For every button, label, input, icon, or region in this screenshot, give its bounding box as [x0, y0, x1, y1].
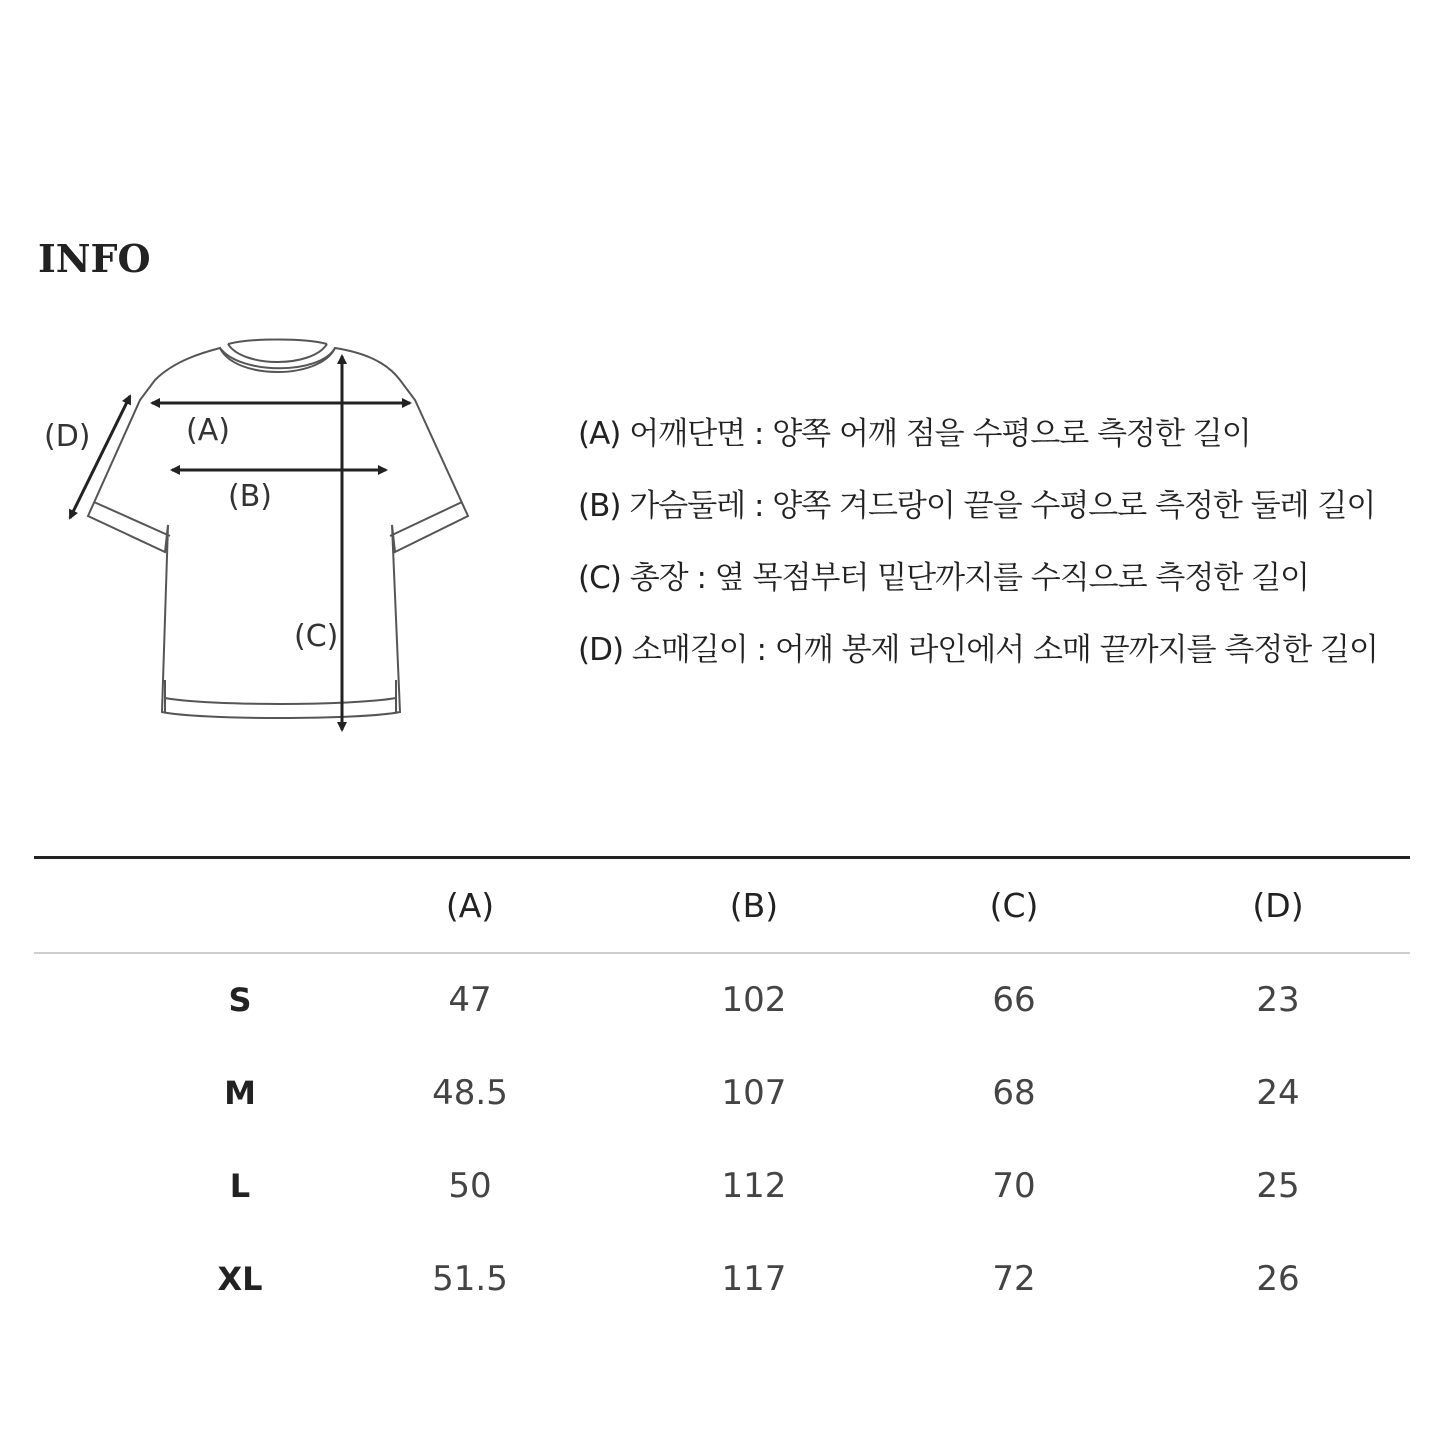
value-a: 51.5 [432, 1259, 508, 1299]
tshirt-outline [88, 340, 468, 719]
table-row [34, 1047, 1410, 1140]
measure-b-label: (B) [228, 479, 272, 514]
size-label: L [229, 1167, 251, 1205]
measurement-legend [578, 408, 1438, 696]
size-table [34, 856, 1410, 1326]
value-d: 24 [1256, 1073, 1300, 1113]
legend-item-b: (B) 가슴둘레 : 양쪽 겨드랑이 끝을 수평으로 측정한 둘레 길이 [578, 488, 1376, 524]
legend-item-c: (C) 총장 : 옆 목점부터 밑단까지를 수직으로 측정한 길이 [578, 560, 1309, 596]
value-d: 26 [1256, 1259, 1300, 1299]
value-c: 66 [992, 980, 1036, 1020]
header-cell-b: (B) [729, 886, 779, 925]
value-c: 70 [992, 1166, 1036, 1206]
size-label: M [224, 1074, 256, 1112]
measure-d-arrow [70, 396, 130, 518]
value-b: 117 [721, 1259, 787, 1299]
legend-item-a: (A) 어깨단면 : 양쪽 어깨 점을 수평으로 측정한 길이 [578, 416, 1251, 452]
table-row [34, 1140, 1410, 1233]
value-d: 25 [1256, 1166, 1300, 1206]
header-cell-a: (A) [445, 886, 495, 925]
value-a: 50 [448, 1166, 492, 1206]
value-a: 47 [448, 980, 492, 1020]
table-row [34, 954, 1410, 1047]
page-title: INFO [38, 236, 151, 281]
legend-item-d: (D) 소매길이 : 어깨 봉제 라인에서 소매 끝까지를 측정한 길이 [578, 632, 1378, 668]
measure-d-label: (D) [44, 419, 91, 454]
value-b: 102 [721, 980, 787, 1020]
value-a: 48.5 [432, 1073, 508, 1113]
size-label: XL [217, 1260, 263, 1298]
table-row [34, 1233, 1410, 1326]
header-cell-c: (C) [989, 886, 1039, 925]
value-d: 23 [1256, 980, 1300, 1020]
table-header-row [34, 859, 1410, 952]
value-b: 107 [721, 1073, 787, 1113]
tshirt-measurement-diagram [0, 320, 520, 760]
value-c: 68 [992, 1073, 1036, 1113]
header-cell-d: (D) [1252, 886, 1304, 925]
size-label: S [228, 981, 252, 1019]
value-c: 72 [992, 1259, 1036, 1299]
value-b: 112 [721, 1166, 787, 1206]
measure-c-label: (C) [294, 619, 339, 654]
measure-a-label: (A) [186, 413, 230, 448]
